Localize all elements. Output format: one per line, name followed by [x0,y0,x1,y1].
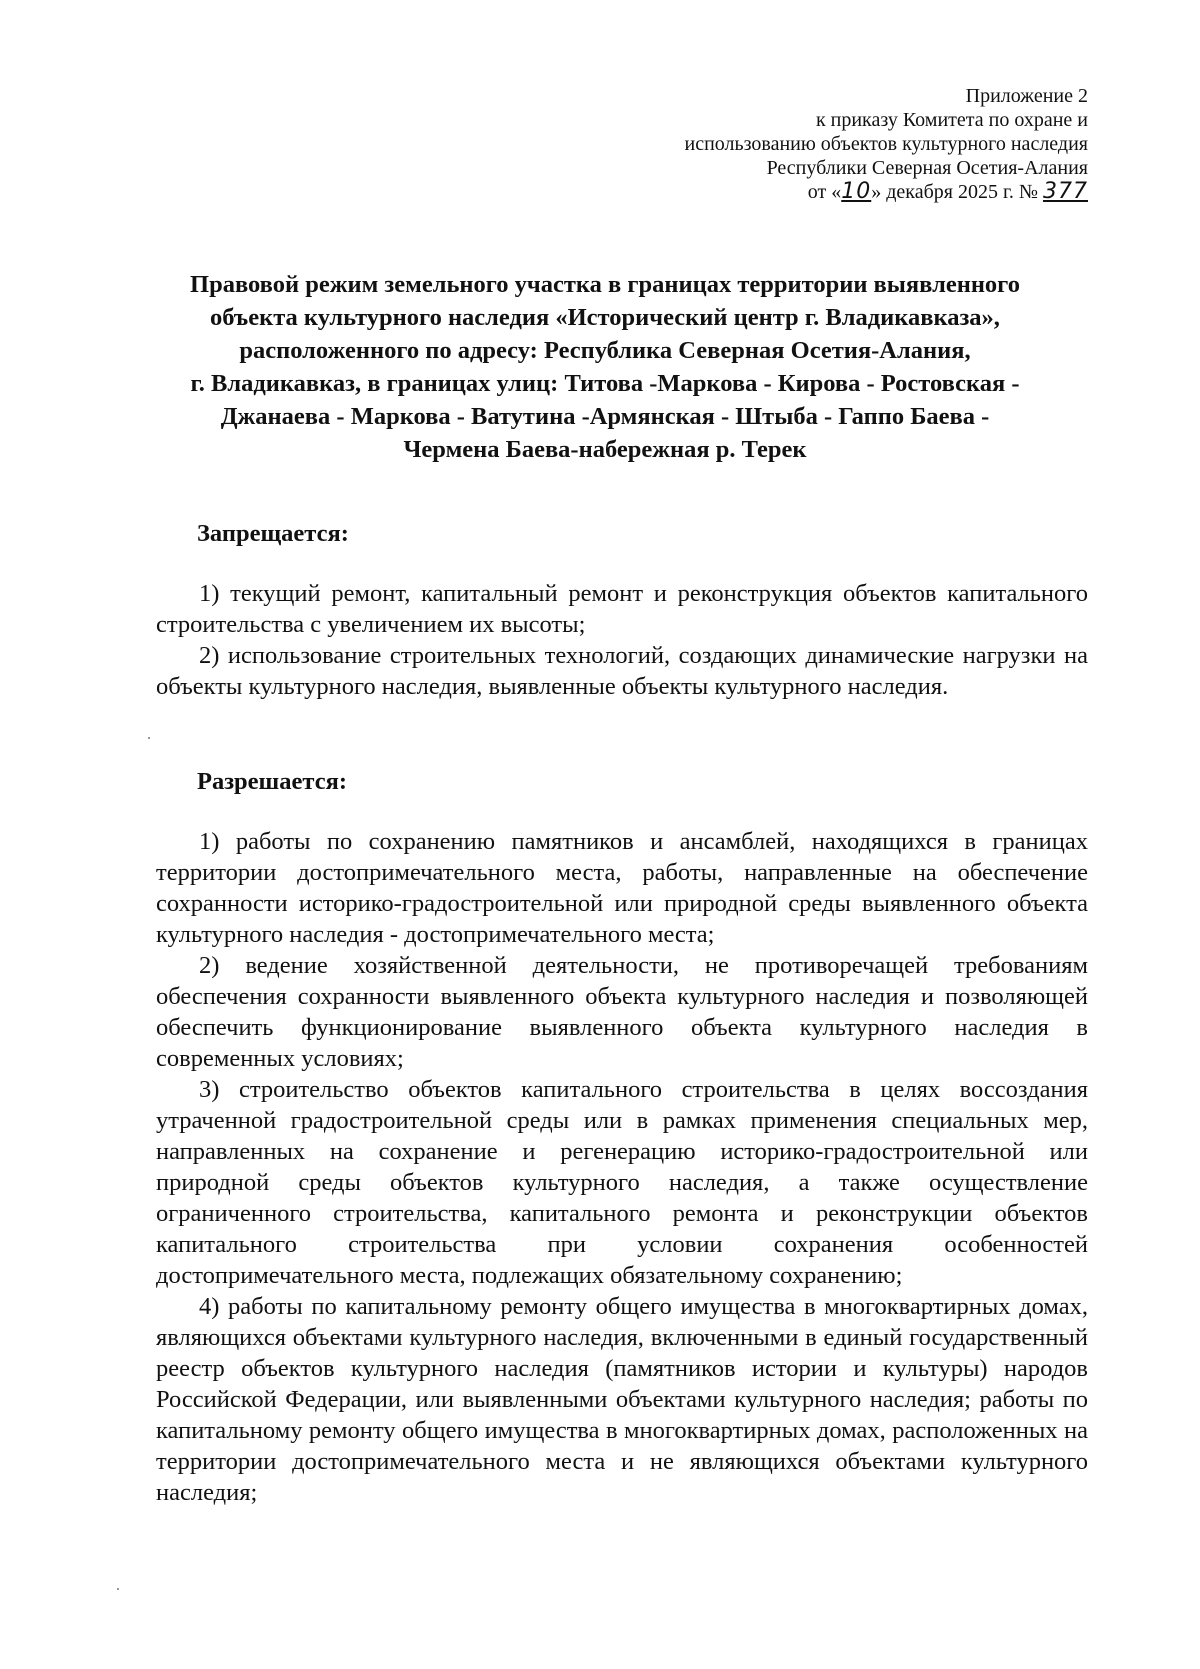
permitted-item-3: 3) строительство объектов капитального строительства в целях воссоздания утраченной градостроительной среды или в рамках применения специальных мер, направленных на сохранение и регенерацию историко-градостроительной или природной среды объектов культурного наследия, а также осуществление ограниченного строительства, капитального ремонта и реконструкции объектов капитального строительства при условии сохранения особенностей достопримечательного места, подлежащих обязательному сохранению; [156,1076,1088,1289]
title-line-4: г. Владикавказ, в границах улиц: Титова -Маркова - Кирова - Ростовская - [190,370,1020,397]
title-line-3: расположенного по адресу: Республика Северная Осетия-Алания, [239,337,971,364]
prohibited-item-1: 1) текущий ремонт, капитальный ремонт и реконструкция объектов капитального строительства с увеличением их высоты; [156,580,1088,638]
committee-name-line: использованию объектов культурного наследия [684,133,1088,155]
appendix-header [685,84,1089,204]
title-line-2: объекта культурного наследия «Исторический центр г. Владикавказа», [210,304,1000,331]
handwritten-order-number: 377 [1043,179,1088,204]
date-suffix: » декабря 2025 г. № [871,181,1043,203]
title-line-1: Правовой режим земельного участка в границах территории выявленного [190,271,1020,298]
prohibited-heading: Запрещается: [197,520,349,547]
republic-name-line: Республики Северная Осетия-Алания [766,157,1088,179]
prohibited-list [156,578,1088,702]
scan-speck [148,737,150,739]
prohibited-item-2: 2) использование строительных технологий, создающих динамические нагрузки на объекты культурного наследия, выявленные объекты культурного наследия. [156,642,1088,700]
scan-speck [117,1588,119,1590]
permitted-item-4: 4) работы по капитальному ремонту общего имущества в многоквартирных домах, являющихся объектами культурного наследия, включенными в единый государственный реестр объектов культурного наследия (памятников истории и культуры) народов Российской Федерации, или выявленными объектами культурного наследия; работы по капитальному ремонту общего имущества в многоквартирных домах, расположенных на территории достопримечательного места и не являющихся объектами культурного наследия; [156,1293,1088,1506]
document-title [130,268,1080,466]
title-line-6: Чермена Баева-набережная р. Терек [403,436,807,463]
permitted-item-1: 1) работы по сохранению памятников и ансамблей, находящихся в границах территории достопримечательного места, работы, направленные на обеспечение сохранности историко-градостроительной или природной среды выявленного объекта культурного наследия - достопримечательного места; [156,828,1088,948]
permitted-list [156,826,1088,1508]
handwritten-day: 10 [841,179,872,204]
permitted-heading: Разрешается: [197,768,347,795]
appendix-label: Приложение 2 [965,85,1088,107]
date-prefix: от « [807,181,842,203]
order-reference-line: к приказу Комитета по охране и [815,109,1088,131]
title-line-5: Джанаева - Маркова - Ватутина -Армянская - Штыба - Гаппо Баева - [220,403,990,430]
order-date-line [685,180,1089,204]
permitted-item-2: 2) ведение хозяйственной деятельности, не противоречащей требованиям обеспечения сохранности выявленного объекта культурного наследия и позволяющей обеспечить функционирование выявленного объекта культурного наследия в современных условиях; [156,952,1088,1072]
